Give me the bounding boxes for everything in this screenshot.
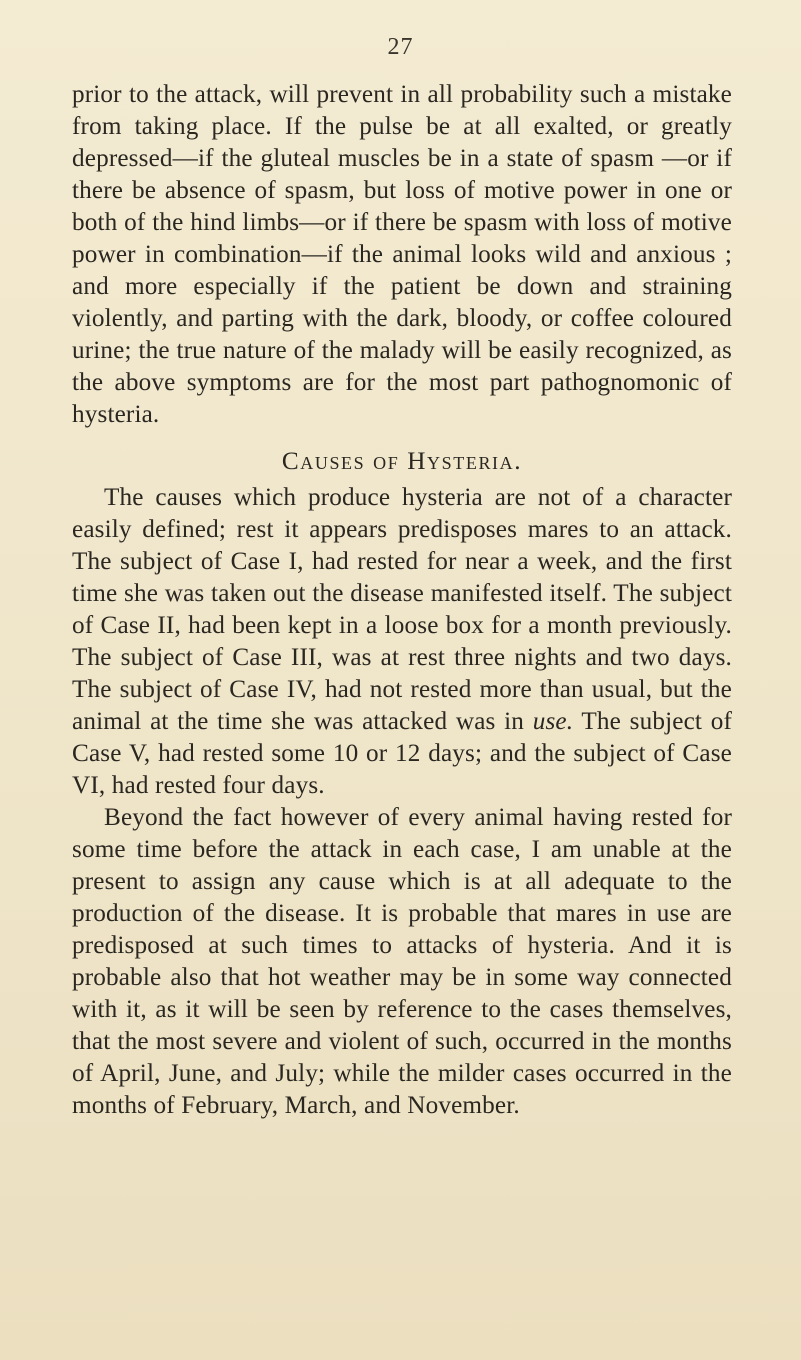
paragraph-causes	[72, 482, 732, 802]
section-heading: Causes of Hysteria.	[281, 447, 523, 475]
page-number: 27	[387, 34, 414, 60]
emphasized-word: use.	[532, 707, 574, 735]
paragraph-conclusion: Beyond the fact however of every animal having rested for some time before the attack in each case, I am unable at the present to assign any cause which is at all adequate to the production of the disease. It is probable that mares in use are predisposed at such times to attacks of hysteria. And it is probable also that hot weather may be in some way connected with it, as it will be seen by reference to the cases themselves, that the most severe and violent of such, occurred in the months of April, June, and July; while the milder cases occurred in the months of February, March, and November.	[72, 804, 732, 1120]
body-text	[72, 79, 732, 1123]
causes-text-after: The subject of Case V, had rested some 10 or 12 days; and the subject of Case VI, had rested four days.	[72, 707, 732, 799]
causes-text-before: The causes which produce hysteria are not of a character easily defined; rest it appears predisposes mares to an attack. The subject of Case I, had rested for near a week, and the first time she was taken out the disease manifested itself. The subject of Case II, had been kept in a loose box for a month previously. The subject of Case III, was at rest three nights and two days. The subject of Case IV, had not rested more than usual, but the animal at the time she was attacked was in	[72, 483, 732, 735]
paragraph-symptoms: prior to the attack, will prevent in all probability such a mistake from taking place. If the pulse be at all exalted, or greatly depressed—if the gluteal muscles be in a state of spasm —or if there be absence of spasm, but loss of motive power in one or both of the hind limbs—or if there be spasm with loss of motive power in combination—if the animal looks wild and anxious ; and more especially if the patient be down and straining violently, and parting with the dark, bloody, or coffee coloured urine; the true nature of the malady will be easily recognized, as the above symptoms are for the most part pathognomonic of hysteria.	[72, 81, 732, 429]
